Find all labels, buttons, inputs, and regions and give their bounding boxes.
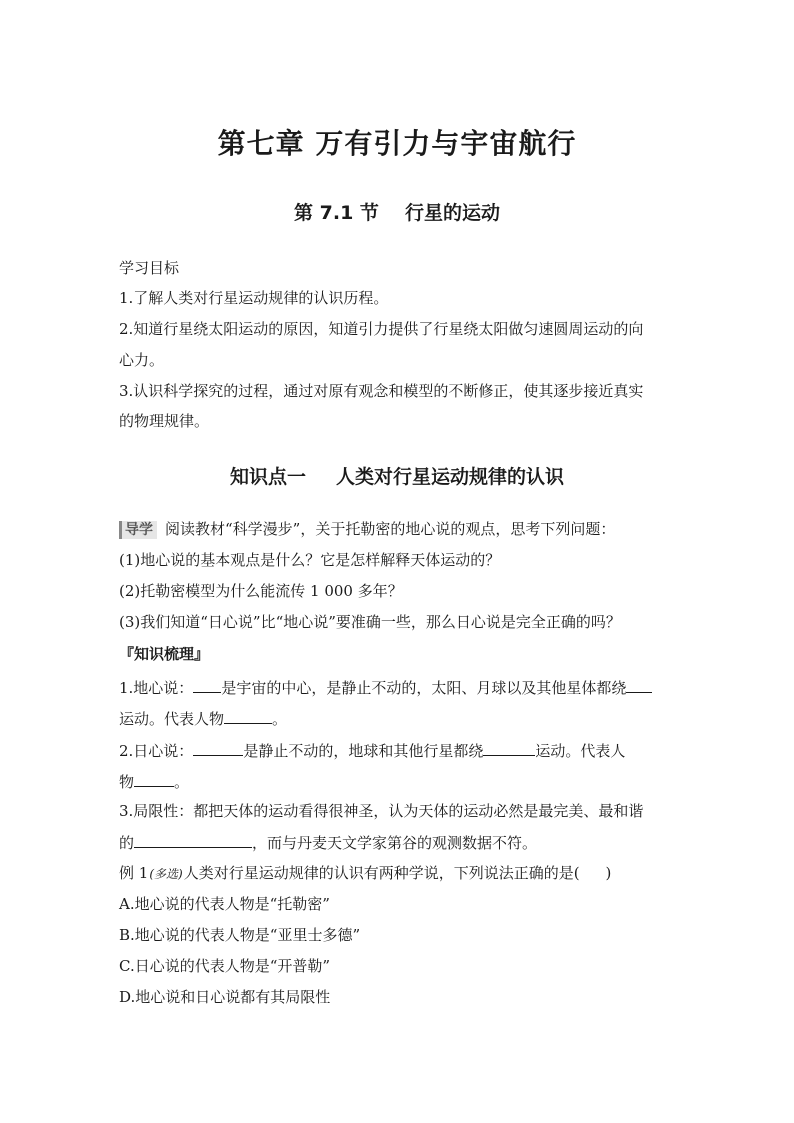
example-tag: (多选) [149, 867, 183, 881]
summary-text: 运动。代表人 [535, 742, 626, 760]
summary-item-1-line-2 [119, 708, 287, 729]
fill-blank[interactable] [134, 771, 174, 787]
guide-question-1: (1)地心说的基本观点是什么？它是怎样解释天体运动的？ [119, 551, 501, 569]
summary-item-3-line-2 [119, 832, 537, 853]
objective-1: 1.了解人类对行星运动规律的认识历程。 [119, 289, 389, 307]
chapter-title: 第七章 万有引力与宇宙航行 [217, 127, 577, 160]
section-name: 行星的运动 [404, 202, 500, 224]
knowledge-point-title [0, 462, 794, 489]
guide-tag: 导学 [119, 521, 157, 539]
example-label: 例 1 [119, 864, 149, 882]
section-number: 第 7.1 节 [294, 202, 379, 224]
objective-3-line-1: 3.认识科学探究的过程，通过对原有观念和模型的不断修正，使其逐步接近真实 [119, 382, 644, 400]
knowledge-point-name: 人类对行星运动规律的认识 [336, 466, 565, 488]
objective-3-line-2: 的物理规律。 [119, 412, 210, 430]
guide-intro: 阅读教材“科学漫步”，关于托勒密的地心说的观点，思考下列问题： [165, 520, 616, 538]
guide-question-2: (2)托勒密模型为什么能流传 1 000 多年？ [119, 582, 403, 600]
fill-blank[interactable] [224, 708, 272, 724]
summary-item-2-line-2 [119, 771, 189, 792]
fill-blank[interactable] [134, 832, 252, 848]
fill-blank[interactable] [193, 677, 221, 693]
fill-blank[interactable] [626, 677, 652, 693]
summary-text: 物 [119, 773, 135, 791]
objectives-heading: 学习目标 [119, 259, 180, 277]
example-stem [119, 863, 611, 884]
objective-2-line-2: 心力。 [119, 351, 165, 369]
summary-text: 的 [119, 834, 135, 852]
knowledge-point-number: 知识点一 [229, 466, 306, 488]
fill-blank[interactable] [483, 740, 535, 756]
summary-item-2-line-1 [119, 740, 625, 761]
summary-text: 。 [174, 773, 190, 791]
option-a[interactable]: A.地心说的代表人物是“托勒密” [119, 895, 330, 913]
summary-text: ，而与丹麦天文学家第谷的观测数据不符。 [252, 834, 538, 852]
example-stem-text: 人类对行星运动规律的认识有两种学说，下列说法正确的是( [183, 864, 580, 882]
summary-item-3-line-1: 3.局限性：都把天体的运动看得很神圣，认为天体的运动必然是最完美、最和谐 [119, 802, 644, 820]
summary-text: 。 [272, 710, 288, 728]
knowledge-summary-tag: 『知识梳理』 [119, 645, 210, 663]
guide-intro-line [119, 519, 615, 539]
summary-text: 是宇宙的中心，是静止不动的，太阳、月球以及其他星体都绕 [221, 679, 627, 697]
option-d[interactable]: D.地心说和日心说都有其局限性 [119, 988, 331, 1006]
summary-item-1-line-1 [119, 677, 652, 698]
summary-text: 1.地心说： [119, 679, 194, 697]
example-stem-end: ) [605, 864, 612, 882]
objective-2-line-1: 2.知道行星绕太阳运动的原因，知道引力提供了行星绕太阳做匀速圆周运动的向 [119, 320, 644, 338]
summary-text: 2.日心说： [119, 742, 194, 760]
option-c[interactable]: C.日心说的代表人物是“开普勒” [119, 957, 331, 975]
section-title [0, 198, 794, 225]
summary-text: 是静止不动的，地球和其他行星都绕 [243, 742, 484, 760]
fill-blank[interactable] [193, 740, 243, 756]
option-b[interactable]: B.地心说的代表人物是“亚里士多德” [119, 926, 361, 944]
guide-question-3: (3)我们知道“日心说”比“地心说”要准确一些，那么日心说是完全正确的吗？ [119, 613, 621, 631]
summary-text: 运动。代表人物 [119, 710, 225, 728]
